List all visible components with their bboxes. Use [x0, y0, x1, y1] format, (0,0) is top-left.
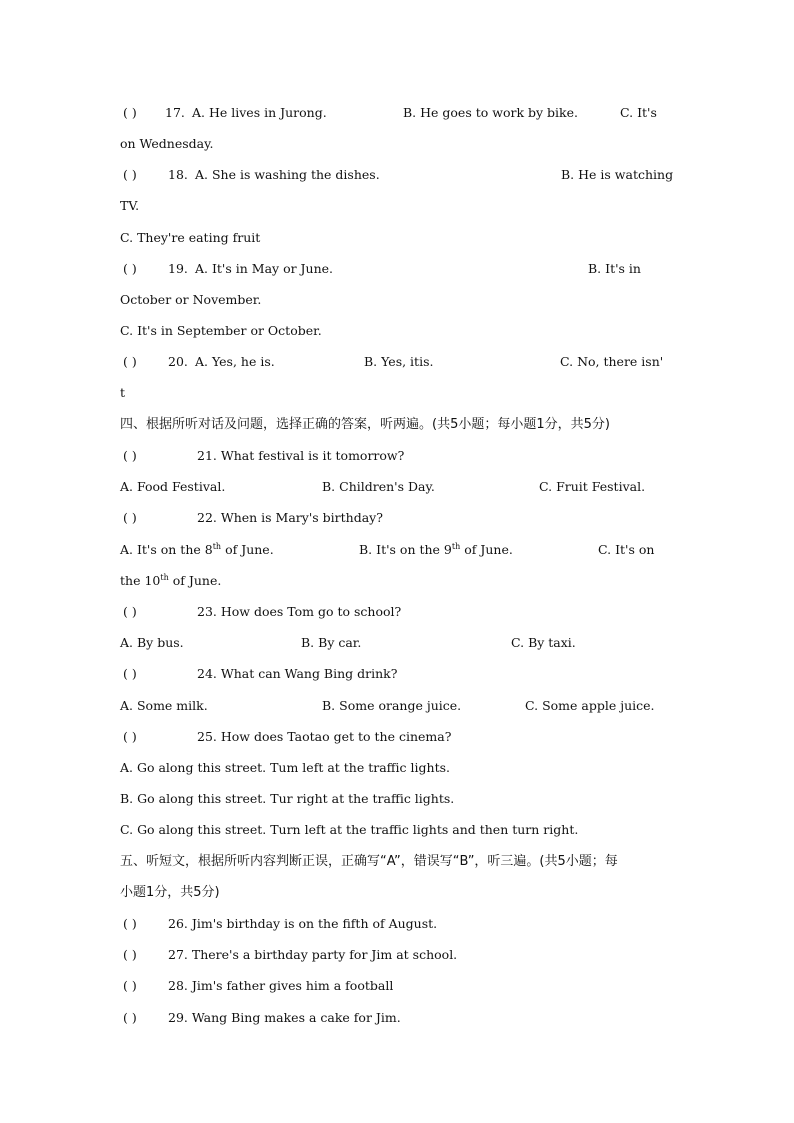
- question-28: [120, 970, 676, 1001]
- question-21-options: [120, 471, 676, 502]
- answer-blank: ( ): [123, 978, 137, 993]
- option-b-text: B. It's on the 9: [359, 542, 452, 557]
- section-heading-text: 五、听短文，根据所听内容判断正误，正确写“A”，错误写“B”，听三遍。(共5小题；每: [120, 854, 618, 869]
- question-22: [120, 502, 676, 533]
- option-b: B. Some orange juice.: [322, 698, 462, 713]
- question-25-option-c: [120, 814, 676, 845]
- option-c: C. They're eating fruit: [120, 230, 261, 245]
- answer-blank: ( ): [123, 105, 137, 120]
- question-27: [120, 939, 676, 970]
- question-23-options: [120, 627, 676, 658]
- option-b: B. By car.: [301, 635, 362, 650]
- question-29: [120, 1002, 676, 1033]
- answer-blank: ( ): [123, 1010, 137, 1025]
- option-b: B. It's in: [588, 261, 641, 276]
- question-24-options: [120, 690, 676, 721]
- option-b: [359, 534, 513, 565]
- question-24: [120, 658, 676, 689]
- question-25-option-a: [120, 752, 676, 783]
- ordinal-suffix: th: [212, 542, 222, 551]
- answer-blank: ( ): [123, 916, 137, 931]
- option-a: A. It's in May or June.: [195, 261, 334, 276]
- option-c-tail: of June.: [168, 573, 222, 588]
- question-19-option-c: [120, 315, 676, 346]
- option-c-cont: on Wednesday.: [120, 136, 214, 151]
- option-c: C. By taxi.: [511, 635, 576, 650]
- question-17-cont: [120, 128, 676, 159]
- question-17: [120, 97, 676, 128]
- option-a: A. Go along this street. Tum left at the traffic lights.: [120, 760, 450, 775]
- option-c: C. It's on: [598, 542, 655, 557]
- answer-blank: ( ): [123, 666, 137, 681]
- question-25: [120, 721, 676, 752]
- question-19-cont: [120, 284, 676, 315]
- answer-blank: ( ): [123, 354, 137, 369]
- question-18-cont: [120, 190, 676, 221]
- option-a: A. Some milk.: [120, 698, 208, 713]
- option-b-tail: of June.: [460, 542, 513, 557]
- option-b-cont: TV.: [120, 198, 140, 213]
- question-18: [120, 159, 676, 190]
- question-22-options: [120, 534, 676, 565]
- question-23: [120, 596, 676, 627]
- section-5-heading-cont: [120, 877, 676, 908]
- question-25-option-b: [120, 783, 676, 814]
- question-19: [120, 253, 676, 284]
- option-b: B. Children's Day.: [322, 479, 435, 494]
- section-heading-text: 小题1分，共5分): [120, 885, 220, 900]
- question-number: 19.: [168, 261, 188, 276]
- question-22-cont: [120, 565, 676, 596]
- question-18-option-c: [120, 222, 676, 253]
- answer-blank: ( ): [123, 510, 137, 525]
- option-a: A. Yes, he is.: [195, 354, 275, 369]
- question-21: [120, 440, 676, 471]
- option-c: C. Some apple juice.: [525, 698, 655, 713]
- statement-text: 28. Jim's father gives him a football: [168, 978, 394, 993]
- question-20-cont: [120, 377, 676, 408]
- option-a-text: A. It's on the 8: [120, 542, 213, 557]
- option-c: C. No, there isn': [560, 354, 664, 369]
- answer-blank: ( ): [123, 167, 137, 182]
- option-c: C. It's in September or October.: [120, 323, 322, 338]
- statement-text: 29. Wang Bing makes a cake for Jim.: [168, 1010, 401, 1025]
- ordinal-suffix: th: [160, 573, 169, 582]
- question-20: [120, 346, 676, 377]
- question-text: 23. How does Tom go to school?: [197, 604, 402, 619]
- option-c: C. Fruit Festival.: [539, 479, 646, 494]
- option-b: B. Yes, itis.: [364, 354, 434, 369]
- question-number: 18.: [168, 167, 188, 182]
- option-a: A. By bus.: [120, 635, 184, 650]
- option-b: B. He is watching: [561, 167, 674, 182]
- option-c-cont: t: [120, 385, 126, 400]
- question-number: 17.: [165, 105, 185, 120]
- answer-blank: ( ): [123, 448, 137, 463]
- option-b-cont: October or November.: [120, 292, 262, 307]
- answer-blank: ( ): [123, 261, 137, 276]
- option-a-tail: of June.: [221, 542, 274, 557]
- section-5-heading: [120, 846, 676, 877]
- option-c-cont: [120, 565, 221, 596]
- option-b: B. Go along this street. Tur right at the traffic lights.: [120, 791, 455, 806]
- section-4-heading: [120, 409, 676, 440]
- answer-blank: ( ): [123, 947, 137, 962]
- question-text: 24. What can Wang Bing drink?: [197, 666, 398, 681]
- option-a: A. She is washing the dishes.: [195, 167, 380, 182]
- question-number: 20.: [168, 354, 188, 369]
- ordinal-suffix: th: [451, 542, 461, 551]
- statement-text: 27. There's a birthday party for Jim at school.: [168, 947, 458, 962]
- option-c: C. Go along this street. Turn left at the traffic lights and then turn right.: [120, 822, 579, 837]
- option-c-text: the 10: [120, 573, 161, 588]
- question-text: 22. When is Mary's birthday?: [197, 510, 383, 525]
- question-text: 25. How does Taotao get to the cinema?: [197, 729, 452, 744]
- answer-blank: ( ): [123, 729, 137, 744]
- option-a: A. He lives in Jurong.: [192, 105, 327, 120]
- question-text: 21. What festival is it tomorrow?: [197, 448, 405, 463]
- section-heading-text: 四、根据所听对话及问题，选择正确的答案，听两遍。(共5小题；每小题1分，共5分): [120, 417, 610, 432]
- option-a: A. Food Festival.: [120, 479, 226, 494]
- question-26: [120, 908, 676, 939]
- option-c: C. It's: [620, 105, 657, 120]
- option-b: B. He goes to work by bike.: [403, 105, 578, 120]
- answer-blank: ( ): [123, 604, 137, 619]
- option-a: [120, 534, 274, 565]
- statement-text: 26. Jim's birthday is on the fifth of August.: [168, 916, 438, 931]
